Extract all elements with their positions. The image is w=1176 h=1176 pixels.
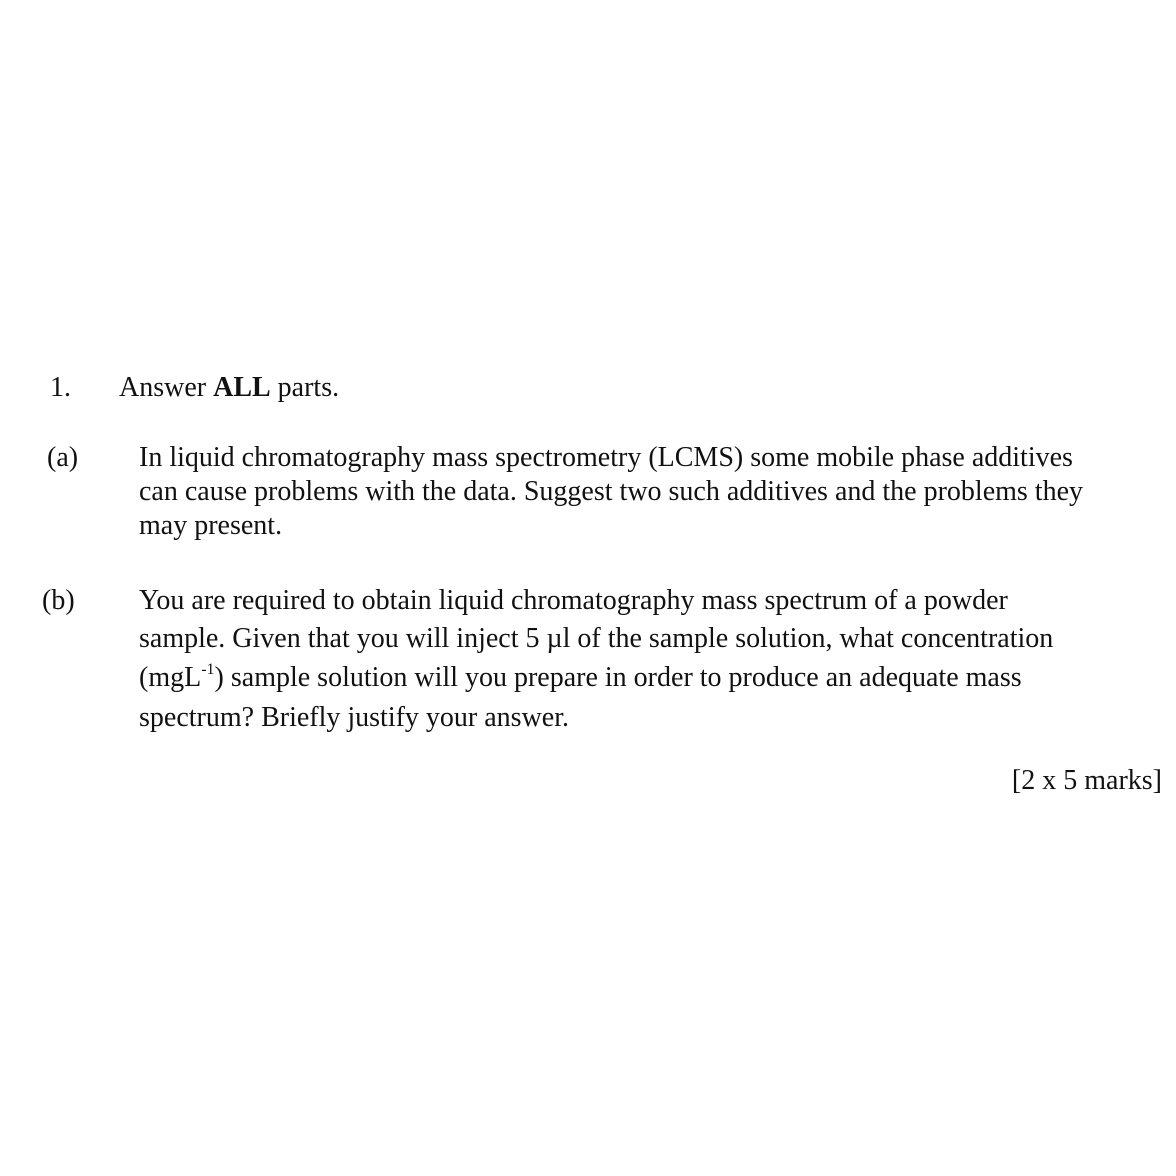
instruction-bold: ALL bbox=[213, 372, 271, 403]
part-a-line-2: can cause problems with the data. Suggest two such additives and the problems they bbox=[139, 476, 1084, 507]
question-number: 1. bbox=[50, 372, 71, 403]
part-a-line-3: may present. bbox=[139, 510, 283, 541]
part-b-line-4: spectrum? Briefly justify your answer. bbox=[139, 702, 570, 733]
unit-text: (mgL bbox=[139, 662, 202, 693]
part-b-label: (b) bbox=[42, 585, 75, 616]
part-a-label: (a) bbox=[47, 442, 79, 473]
question-instruction bbox=[119, 372, 339, 404]
instruction-prefix: Answer bbox=[119, 372, 207, 403]
marks-allocation: [2 x 5 marks] bbox=[1011, 765, 1162, 796]
part-b-line-3 bbox=[139, 662, 1022, 694]
part-a-line-1: In liquid chromatography mass spectrometry (LCMS) some mobile phase additives bbox=[139, 442, 1073, 473]
part-b-line-3-rest: ) sample solution will you prepare in order to produce an adequate mass bbox=[214, 662, 1022, 693]
unit-exponent: -1 bbox=[201, 661, 215, 678]
instruction-suffix: parts. bbox=[277, 372, 340, 403]
part-b-line-2: sample. Given that you will inject 5 µl of the sample solution, what concentration bbox=[139, 623, 1054, 654]
part-b-line-1: You are required to obtain liquid chromatography mass spectrum of a powder bbox=[139, 585, 1008, 616]
